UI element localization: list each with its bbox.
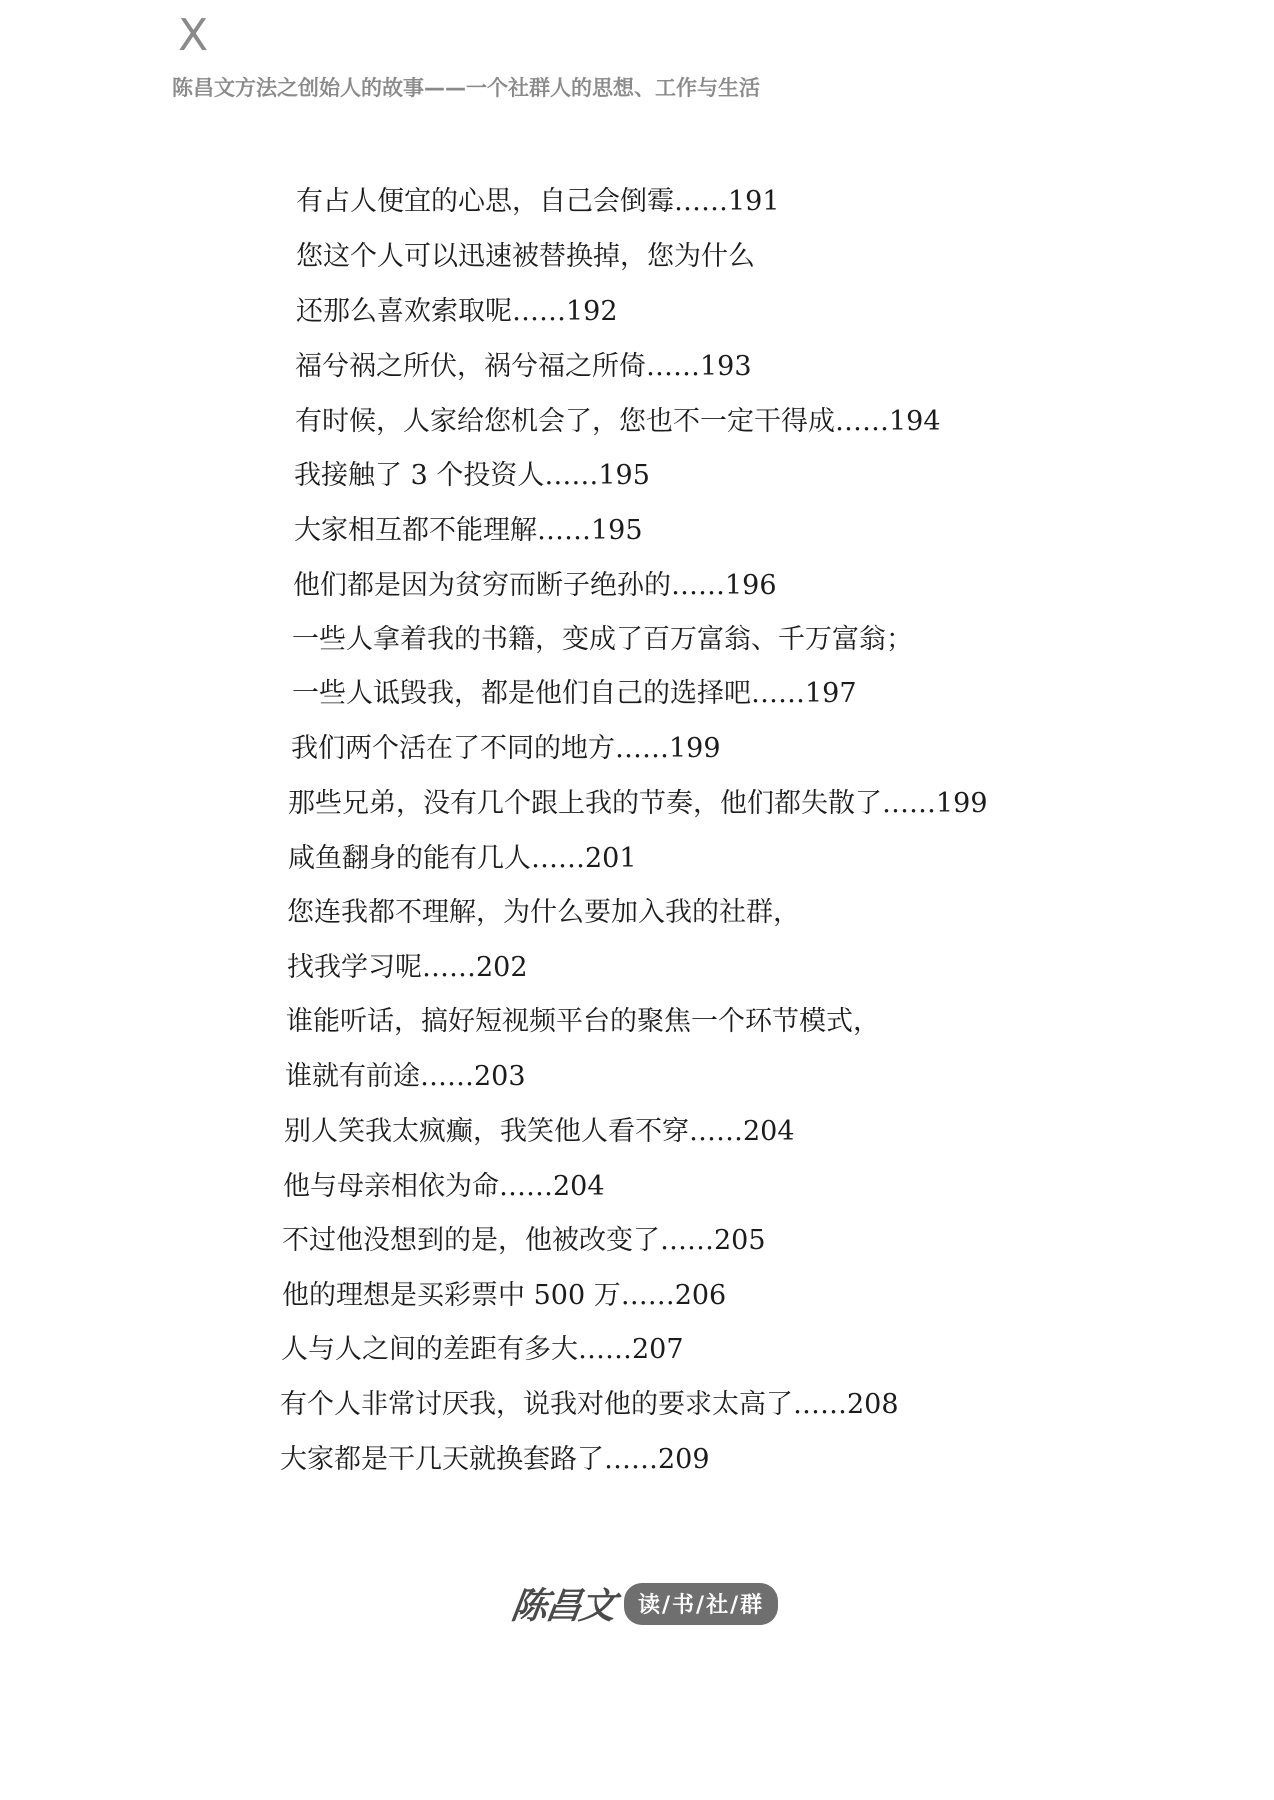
toc-entry: 他与母亲相依为命……204 [283, 1171, 605, 1202]
toc-entry: 咸鱼翻身的能有几人……201 [288, 843, 637, 874]
toc-entry: 谁能听话，搞好短视频平台的聚焦一个环节模式， [286, 1006, 880, 1037]
brand-logo-text: 陈昌文 [508, 1585, 617, 1627]
toc-entry: 一些人拿着我的书籍，变成了百万富翁、千万富翁； [292, 624, 913, 655]
toc-entry: 不过他没想到的是，他被改变了……205 [282, 1225, 766, 1256]
brand-tag: 读/书/社/群 [624, 1583, 778, 1625]
toc-entry: 有个人非常讨厌我，说我对他的要求太高了……208 [280, 1389, 899, 1420]
toc-entry: 找我学习呢……202 [287, 952, 528, 983]
toc-entry: 那些兄弟，没有几个跟上我的节奏，他们都失散了……199 [288, 788, 988, 819]
toc-entry: 您连我都不理解，为什么要加入我的社群， [287, 897, 800, 928]
toc-entry: 您这个人可以迅速被替换掉，您为什么 [296, 241, 755, 272]
page-number: X [178, 10, 210, 61]
toc-entry: 谁就有前途……203 [285, 1061, 526, 1092]
toc-entry: 有占人便宜的心思，自己会倒霉……191 [296, 186, 780, 217]
footer-brand [508, 1578, 778, 1629]
toc-entry: 一些人诋毁我，都是他们自己的选择吧……197 [292, 678, 857, 709]
toc-entry: 别人笑我太疯癫，我笑他人看不穿……204 [284, 1116, 795, 1147]
toc-entry: 他们都是因为贫穷而断子绝孙的……196 [293, 570, 777, 601]
toc-entry: 大家都是干几天就换套路了……209 [280, 1444, 710, 1475]
toc-entry: 还那么喜欢索取呢……192 [296, 296, 618, 327]
toc-entry: 有时候，人家给您机会了，您也不一定干得成……194 [295, 406, 941, 437]
toc-entry: 我接触了 3 个投资人……195 [294, 460, 650, 491]
toc-entry: 他的理想是买彩票中 500 万……206 [282, 1280, 727, 1311]
toc-entry: 大家相互都不能理解……195 [294, 515, 643, 546]
toc-entry: 人与人之间的差距有多大……207 [281, 1334, 684, 1365]
running-header: 陈昌文方法之创始人的故事——一个社群人的思想、工作与生活 [172, 76, 760, 100]
toc-entry: 福兮祸之所伏，祸兮福之所倚……193 [295, 351, 752, 382]
toc-entry: 我们两个活在了不同的地方……199 [291, 733, 721, 764]
